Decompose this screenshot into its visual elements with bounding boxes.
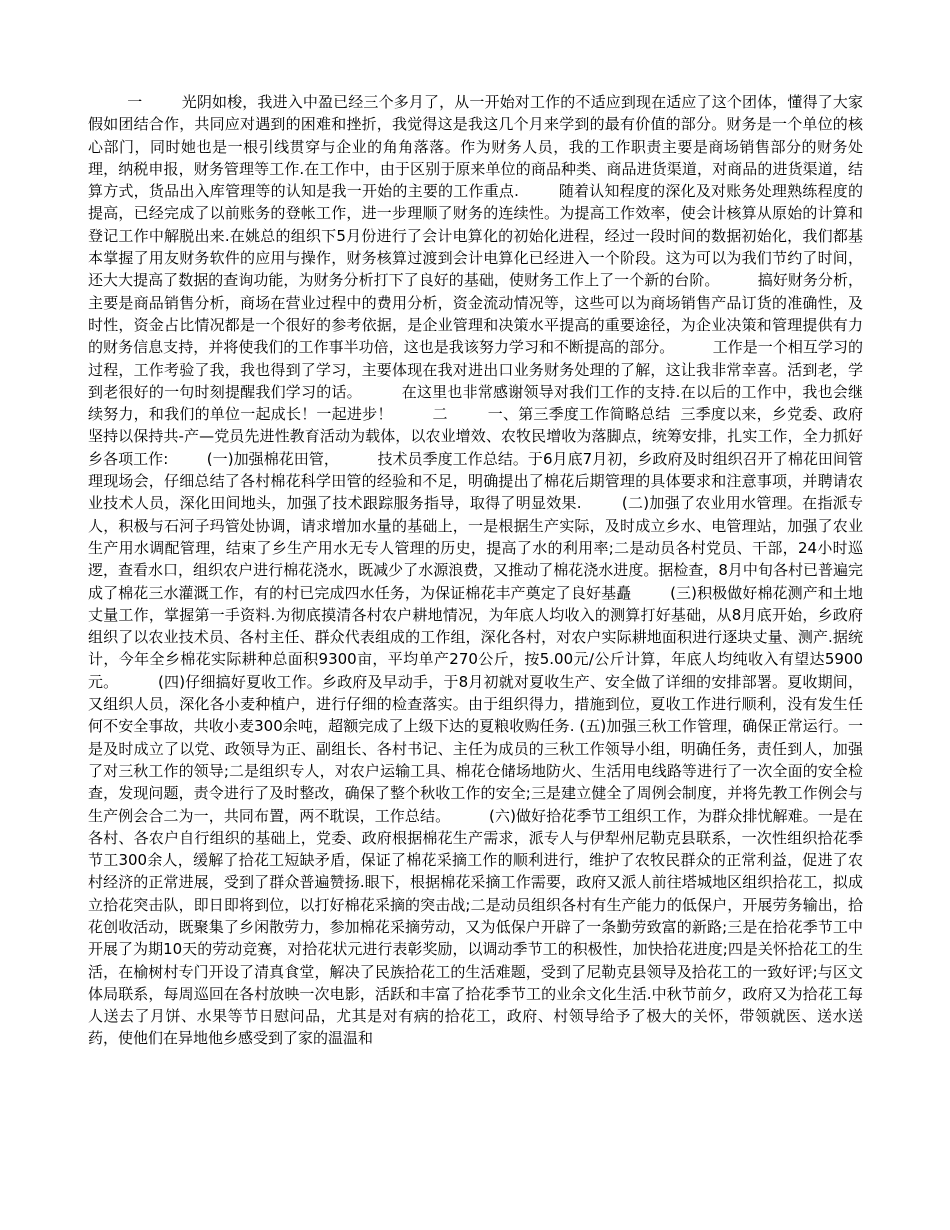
document-body-text: 一 光阴如梭，我进入中盈已经三个多月了，从一开始对工作的不适应到现在适应了这个团体，懂得了大家假如团结合作，共同应对遇到的困难和挫折，我觉得这是我这几个月来学到的最有价值的部分。财务是一个单位的核心部门，同时她也是一根引线贯穿与企业的角角落落。作为财务人员，我的工作职责主要是商场销售部分的财务处理，纳税申报，财务管理等工作.在工作中，由于区别于原来单位的商品种类、商品进货渠道，对商品的进货渠道，结算方式，货品出入库管理等的认知是我一开始的主要的工作重点. 随着认知程度的深化及对账务处理熟练程度的提高，已经完成了以前账务的登帐工作，进一步理顺了财务的连续性。为提高工作效率，使会计核算从原始的计算和登记工作中解脱出来.在姚总的组织下5月份进行了会计电算化的初始化进程，经过一段时间的数据初始化，我们都基本掌握了用友财务软件的应用与操作，财务核算过渡到会计电算化已经进入一个阶段。这为可以为我们节约了时间，还大大提高了数据的查询功能，为财务分析打下了良好的基础，使财务工作上了一个新的台阶。 搞好财务分析，主要是商品销售分析，商场在营业过程中的费用分析，资金流动情况等，这些可以为商场销售产品订货的准确性，及时性，资金占比情况都是一个很好的参考依据，是企业管理和决策水平提高的重要途径，为企业决策和管理提供有力的财务信息支持，并将使我们的工作事半功倍，这也是我该努力学习和不断提高的部分。 工作是一个相互学习的过程，工作考验了我，我也得到了学习，主要体现在我对进出口业务财务处理的了解，这让我非常幸喜。活到老，学到老很好的一句时刻提醒我们学习的话。 在这里也非常感谢领导对我们工作的支持.在以后的工作中，我也会继续努力，和我们的单位一起成长！一起进步！ 二 一、第三季度工作简略总结 三季度以来，乡党委、政府坚持以保持共-产—党员先进性教育活动为载体，以农业增效、农牧民增收为落脚点，统筹安排，扎实工作，全力抓好乡各项工作: (一)加强棉花田管， 技术员季度工作总结。于6月底7月初，乡政府及时组织召开了棉花田间管理现场会，仔细总结了各村棉花科学田管的经验和不足，明确提出了棉花后期管理的具体要求和注意事项，并聘请农业技术人员，深化田间地头，加强了技术跟踪服务指导，取得了明显效果. (二)加强了农业用水管理。在指派专人，积极与石河子玛管处协调，请求增加水量的基础上，一是根据生产实际，及时成立乡水、电管理站，加强了农业生产用水调配管理，结束了乡生产用水无专人管理的历史，提高了水的利用率;二是动员各村党员、干部，24小时巡逻，查看水口，组织农户进行棉花浇水，既减少了水源浪费，又推动了棉花浇水进度。据检查，8月中旬各村已普遍完成了棉花三水灌溉工作，有的村已完成四水任务，为保证棉花丰产奠定了良好基矗 (三)积极做好棉花测产和土地丈量工作，掌握第一手资料.为彻底摸清各村农户耕地情况，为年底人均收入的测算打好基础，从8月底开始，乡政府组织了以农业技术员、各村主任、群众代表组成的工作组，深化各村，对农户实际耕地面积进行逐块丈量、测产.据统计，今年全乡棉花实际耕种总面积9300亩，平均单产270公斤，按5.00元/公斤计算，年底人均纯收入有望达5900元。 (四)仔细搞好夏收工作。乡政府及早动手，于8月初就对夏收生产、安全做了详细的安排部署。夏收期间，又组织人员，深化各小麦种植户，进行仔细的检查落实。由于组织得力，措施到位，夏收工作进行顺利，没有发生任何不安全事故，共收小麦300余吨，超额完成了上级下达的夏粮收购任务. (五)加强三秋工作管理，确保正常运行。一是及时成立了以党、政领导为正、副组长、各村书记、主任为成员的三秋工作领导小组，明确任务，责任到人，加强了对三秋工作的领导;二是组织专人，对农户运输工具、棉花仓储场地防火、生活用电线路等进行了一次全面的安全检查，发现问题，责令进行了及时整改，确保了整个秋收工作的安全;三是建立健全了周例会制度，并将先教工作例会与生产例会合二为一，共同布置，两不耽误，工作总结。 (六)做好拾花季节工组织工作，为群众排忧解难。一是在各村、各农户自行组织的基础上，党委、政府根据棉花生产需求，派专人与伊犁州尼勒克县联系，一次性组织拾花季节工300余人，缓解了拾花工短缺矛盾，保证了棉花采摘工作的顺利进行，维护了农牧民群众的正常利益，促进了农村经济的正常进展，受到了群众普遍赞扬.眼下，根据棉花采摘工作需要，政府又派人前往塔城地区组织拾花工，拟成立拾花突击队，即日即将到位，以打好棉花采摘的突击战;二是动员组织各村有生产能力的低保户，开展劳务输出，拾花创收活动，既聚集了乡闲散劳力，参加棉花采摘劳动，又为低保户开辟了一条勤劳致富的新路;三是在拾花季节工中开展了为期10天的劳动竞赛，对拾花状元进行表彰奖励，以调动季节工的积极性，加快拾花进度;四是关怀拾花工的生活，在榆树村专门开设了清真食堂，解决了民族拾花工的生活难题，受到了尼勒克县领导及拾花工的一致好评;与区文体局联系，每周巡回在各村放映一次电影，活跃和丰富了拾花季节工的业余文化生活.中秋节前夕，政府又为拾花工每人送去了月饼、水果等节日慰问品，尤其是对有病的拾花工，政府、村领导给予了极大的关怀，带领就医、送水送药，使他们在异地他乡感受到了家的温温和 (88, 93, 863, 1048)
document-page (88, 91, 863, 1151)
